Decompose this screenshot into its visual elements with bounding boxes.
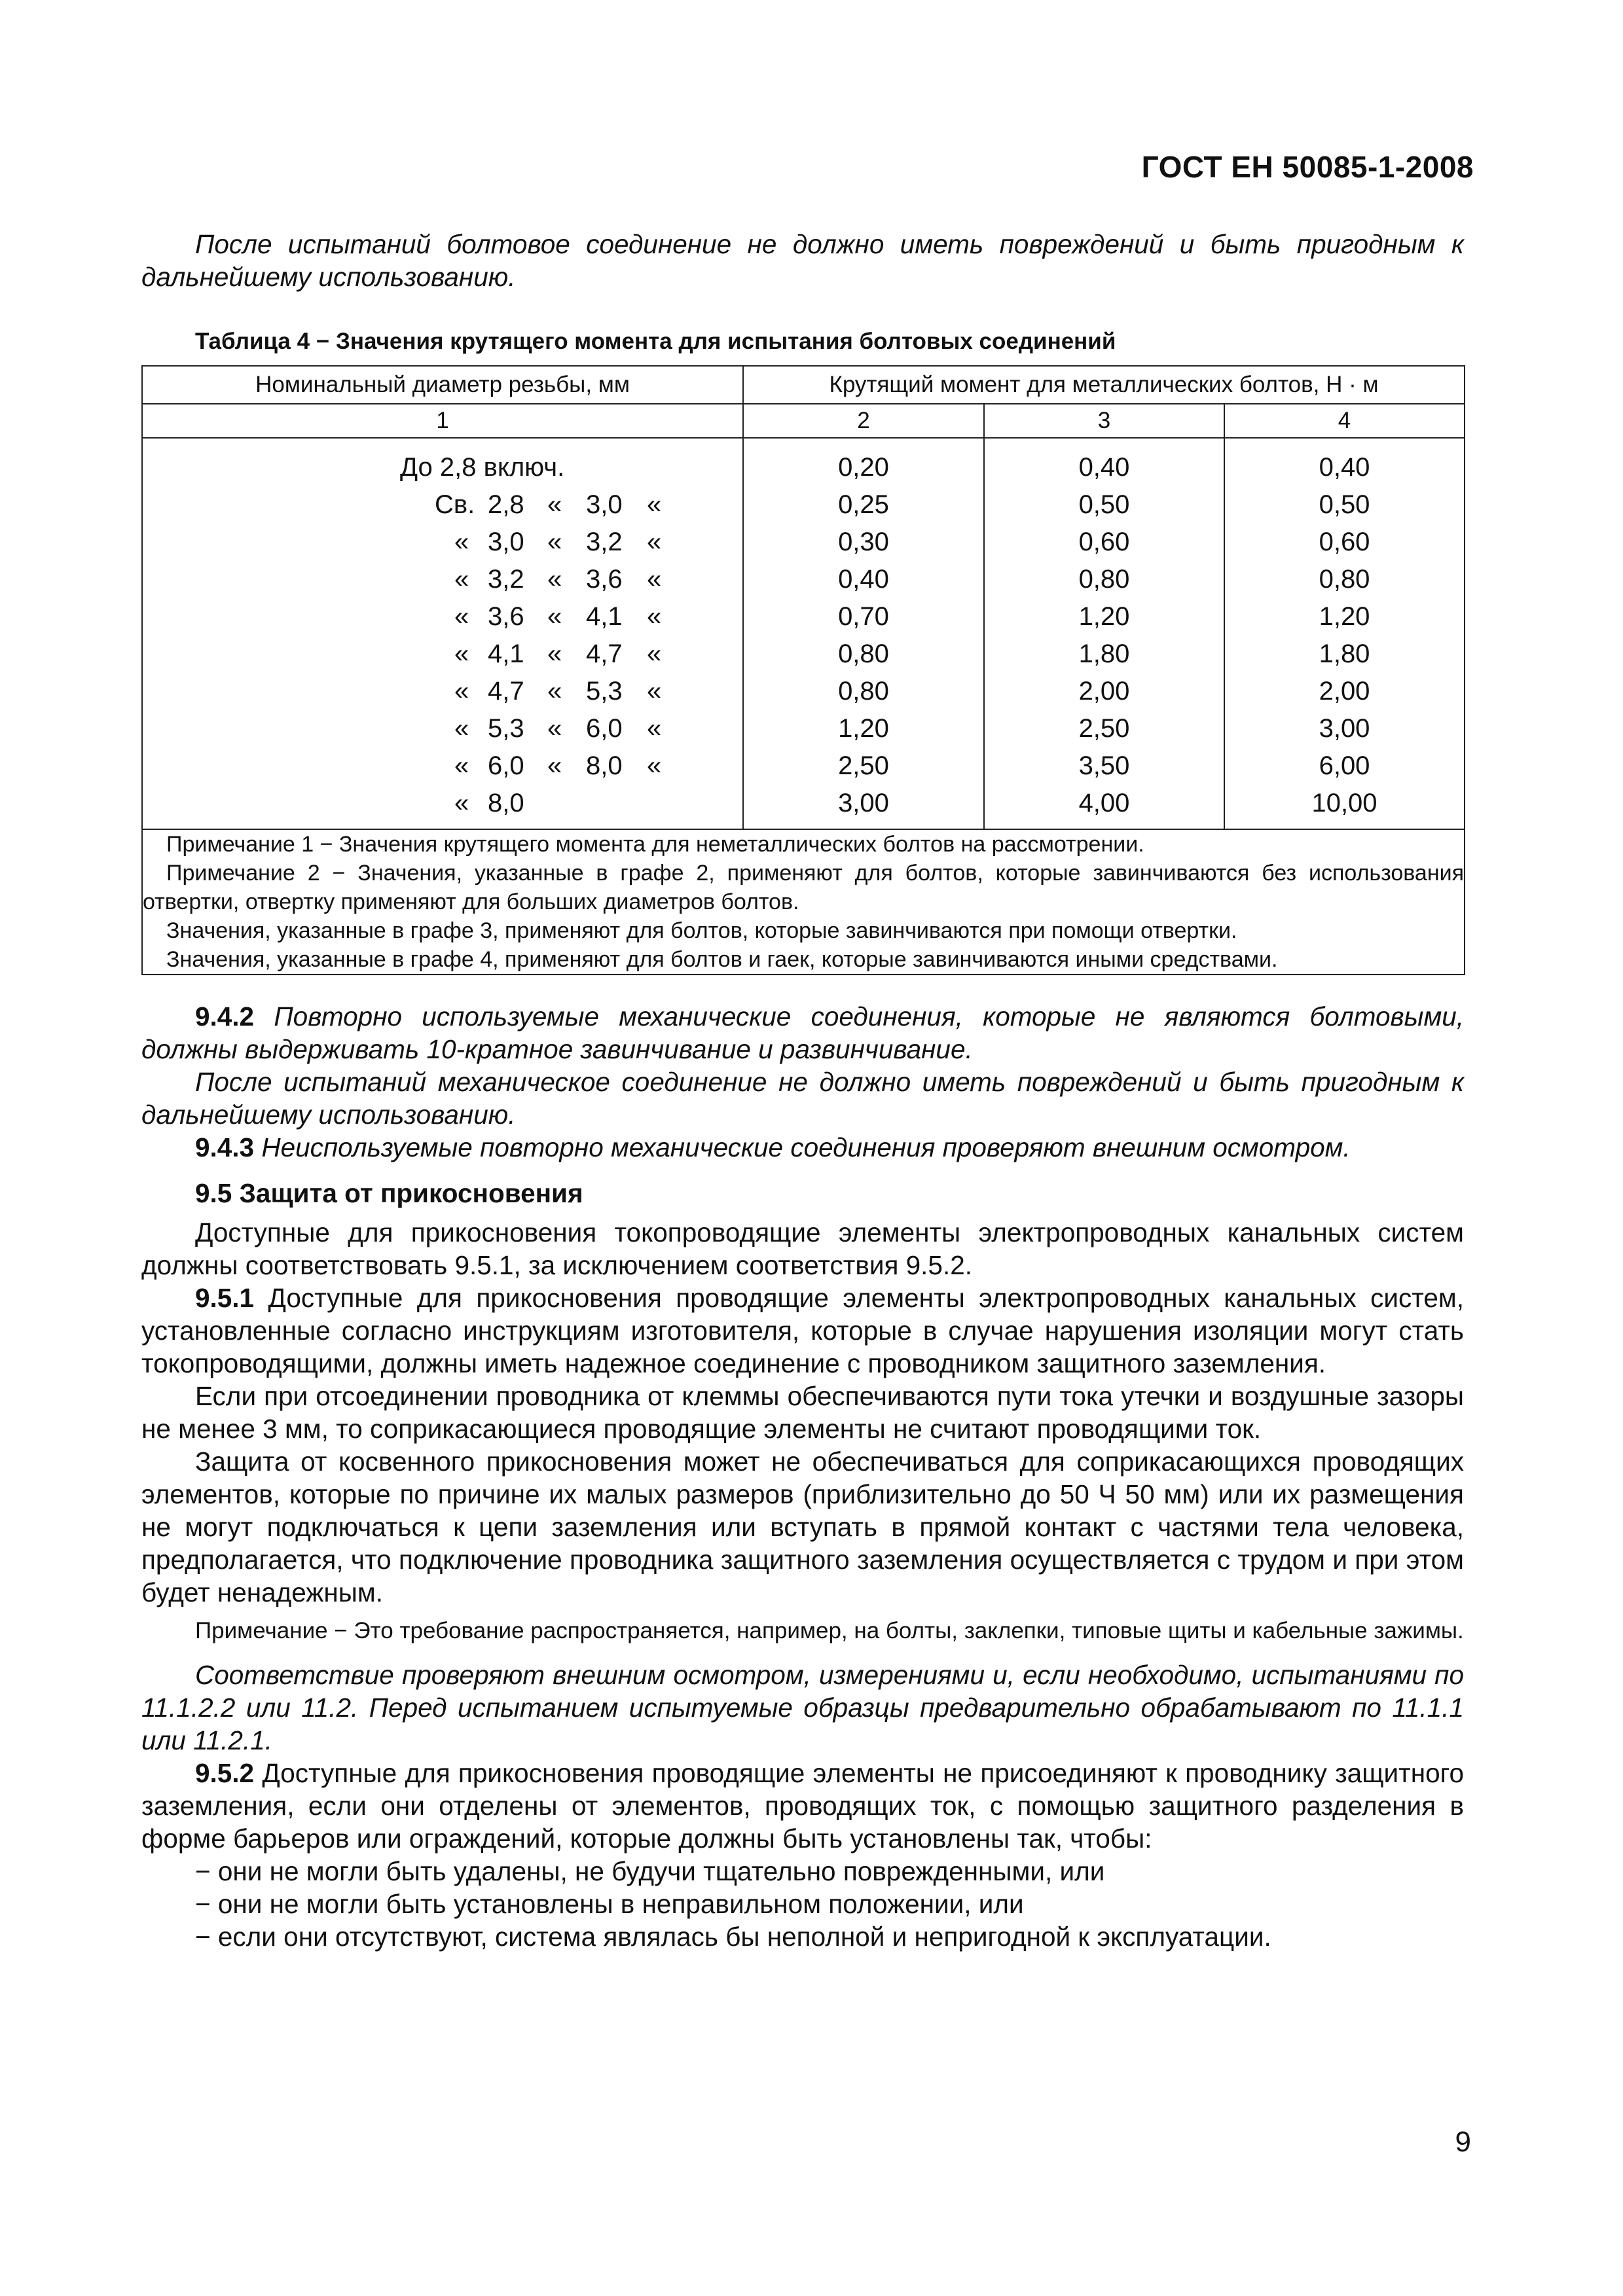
- range-q1: «: [454, 565, 469, 594]
- diameter-range: [143, 524, 742, 561]
- diameter-range: [143, 747, 742, 785]
- torque-value: 0,50: [1319, 490, 1370, 519]
- section-text: Доступные для прикосновения проводящие элементы электропроводных канальных систем, установленные согласно инструкциям изготовителя, которые в случае нарушения изоляции могут стать токопроводящими, должны иметь надежное соединение с проводником защитного заземления.: [141, 1283, 1464, 1378]
- torque-value: 0,25: [838, 490, 889, 519]
- section-9-4-2-after: После испытаний механическое соединение не должно иметь повреждений и быть пригодным к дальнейшему использованию.: [141, 1067, 1464, 1130]
- page-number: 9: [1455, 2126, 1471, 2158]
- diameter-range: [143, 636, 742, 673]
- range-q3: «: [647, 528, 662, 556]
- col-index-3: 3: [984, 404, 1224, 438]
- section-9-5-1-p3: Защита от косвенного прикосновения может не обеспечиваться для соприкасающихся проводящих элементов, которые по причине их малых размеров (приблизительно до 50 Ч 50 мм) или их размещения не могут подключаться к цепи заземления или вступать в прямой контакт с частями тела человека, предполагается, что подключение проводника защитного заземления осуществляется с трудом и при этом будет ненадежным.: [141, 1446, 1464, 1607]
- section-number: 9.4.2: [195, 1001, 255, 1031]
- torque-value: 1,20: [838, 714, 889, 743]
- diameter-range: [143, 486, 742, 524]
- table-caption: Таблица 4 − Значения крутящего момента для испытания болтовых соединений: [195, 329, 1116, 354]
- range-from: Св.: [435, 490, 475, 519]
- section-number: 9.5.1: [195, 1283, 255, 1313]
- torque-value: 3,00: [1319, 714, 1370, 743]
- range-v2: 5,3: [586, 677, 623, 706]
- diameter-range: [143, 785, 742, 822]
- torque-value: 1,80: [1319, 639, 1370, 668]
- diameter-range: [143, 449, 742, 486]
- torque-column-4: [1224, 438, 1465, 829]
- table-note-3: Значения, указанные в графе 3, применяют для болтов, которые завинчиваются при помощи отвертки.: [166, 918, 1237, 943]
- torque-column-2: [743, 438, 984, 829]
- range-q3: «: [647, 751, 662, 780]
- range-q2: «: [547, 714, 562, 743]
- torque-value: 0,20: [838, 453, 889, 482]
- range-q2: «: [547, 602, 562, 631]
- range-v1: 4,7: [488, 677, 524, 706]
- range-q2: «: [547, 565, 562, 594]
- range-v1: 8,0: [488, 789, 524, 817]
- torque-value: 10,00: [1311, 789, 1377, 817]
- section-text: Неиспользуемые повторно механические соединения проверяют внешним осмотром.: [254, 1132, 1351, 1162]
- torque-value: 2,50: [1078, 714, 1130, 743]
- section-text: Повторно используемые механические соединения, которые не являются болтовыми, должны выдерживать 10-кратное завинчивание и развинчивание.: [141, 1001, 1464, 1064]
- diameter-column: [142, 438, 743, 829]
- list-item: − они не могли быть установлены в неправильном положении, или: [195, 1889, 1024, 1919]
- range-q3: «: [647, 602, 662, 631]
- page-content: [141, 228, 1464, 1953]
- torque-value: 0,50: [1078, 490, 1130, 519]
- diameter-range: [143, 598, 742, 636]
- torque-value: 4,00: [1078, 789, 1130, 817]
- torque-value: 1,80: [1078, 639, 1130, 668]
- section-number: 9.5.2: [195, 1758, 255, 1788]
- torque-value: 0,80: [1078, 565, 1130, 594]
- torque-value: 1,20: [1078, 602, 1130, 631]
- torque-value: 3,00: [838, 789, 889, 817]
- torque-table: [141, 365, 1465, 975]
- range-v2: 8,0: [586, 751, 623, 780]
- range-v1: 6,0: [488, 751, 524, 780]
- range-v2: 6,0: [586, 714, 623, 743]
- range-q3: «: [647, 639, 662, 668]
- range-v1: 3,6: [488, 602, 524, 631]
- table-note-1: Примечание 1 − Значения крутящего момента для неметаллических болтов на рассмотрении.: [166, 832, 1144, 857]
- torque-value: 2,00: [1319, 677, 1370, 706]
- range-q1: «: [454, 789, 469, 817]
- torque-value: 0,40: [838, 565, 889, 594]
- range-q2: «: [547, 751, 562, 780]
- range-q2: «: [547, 639, 562, 668]
- col-index-1: 1: [142, 404, 743, 438]
- range-q3: «: [647, 677, 662, 706]
- section-9-5-1-note: Примечание − Это требование распространяется, например, на болты, заклепки, типовые щиты и кабельные зажимы.: [195, 1618, 1464, 1643]
- section-9-5-1-p2: Если при отсоединении проводника от клеммы обеспечиваются пути тока утечки и воздушные зазоры не менее 3 мм, то соприкасающиеся проводящие элементы не считают проводящими ток.: [141, 1381, 1464, 1444]
- range-q2: «: [547, 677, 562, 706]
- torque-value: 0,40: [1319, 453, 1370, 482]
- table-note-4: Значения, указанные в графе 4, применяют для болтов и гаек, которые завинчиваются иными средствами.: [166, 947, 1278, 972]
- range-q2: «: [547, 490, 562, 519]
- table-note-2: Примечание 2 − Значения, указанные в графе 2, применяют для болтов, которые завинчиваются без использования отвертки, отвертку применяют для больших диаметров болтов.: [143, 861, 1465, 914]
- section-9-4-2: [141, 1000, 1464, 1066]
- section-number: 9.4.3: [195, 1132, 255, 1162]
- col-index-2: 2: [743, 404, 984, 438]
- torque-value: 0,80: [838, 639, 889, 668]
- diameter-range: [143, 673, 742, 710]
- document-header: ГОСТ ЕН 50085-1-2008: [1141, 150, 1474, 184]
- table-index-row: [142, 404, 1465, 438]
- range-label: До 2,8 включ.: [400, 453, 565, 482]
- range-v2: 3,0: [586, 490, 623, 519]
- range-q1: «: [454, 602, 469, 631]
- col-index-4: 4: [1224, 404, 1465, 438]
- table-body-row: [142, 438, 1465, 829]
- range-q3: «: [647, 714, 662, 743]
- range-q1: «: [454, 714, 469, 743]
- range-v1: 3,0: [488, 528, 524, 556]
- intro-paragraph: После испытаний болтовое соединение не должно иметь повреждений и быть пригодным к дальнейшему использованию.: [141, 229, 1464, 292]
- range-v1: 2,8: [488, 490, 524, 519]
- torque-value: 0,60: [1319, 528, 1370, 556]
- torque-value: 0,80: [838, 677, 889, 706]
- range-q1: «: [454, 639, 469, 668]
- section-9-4-3: [141, 1131, 1464, 1164]
- torque-value: 0,60: [1078, 528, 1130, 556]
- torque-value: 1,20: [1319, 602, 1370, 631]
- range-v1: 5,3: [488, 714, 524, 743]
- torque-value: 0,80: [1319, 565, 1370, 594]
- torque-value: 0,30: [838, 528, 889, 556]
- list-item: − они не могли быть удалены, не будучи тщательно поврежденными, или: [195, 1856, 1105, 1886]
- table-notes-row: [142, 829, 1465, 975]
- torque-value: 2,50: [838, 751, 889, 780]
- range-q1: «: [454, 528, 469, 556]
- range-v2: 4,7: [586, 639, 623, 668]
- torque-value: 0,40: [1078, 453, 1130, 482]
- section-9-5-1-compliance: Соответствие проверяют внешним осмотром, измерениями и, если необходимо, испытаниями по 11.1.2.2 или 11.2. Перед испытанием испытуемые образцы предварительно обрабатывают по 11.1.1 или 11.2.1.: [141, 1660, 1464, 1755]
- torque-column-3: [984, 438, 1224, 829]
- range-v1: 3,2: [488, 565, 524, 594]
- range-v1: 4,1: [488, 639, 524, 668]
- range-q1: «: [454, 677, 469, 706]
- range-q3: «: [647, 565, 662, 594]
- table-notes: [142, 829, 1465, 975]
- range-v2: 3,2: [586, 528, 623, 556]
- diameter-range: [143, 710, 742, 747]
- table-header-row: [142, 366, 1465, 404]
- header-torque: Крутящий момент для металлических болтов, Н · м: [743, 366, 1465, 404]
- section-9-5-title: 9.5 Защита от прикосновения: [195, 1178, 583, 1208]
- diameter-range: [143, 561, 742, 598]
- section-9-5-intro: Доступные для прикосновения токопроводящие элементы электропроводных канальных систем должны соответствовать 9.5.1, за исключением соответствия 9.5.2.: [141, 1217, 1464, 1280]
- range-q2: «: [547, 528, 562, 556]
- torque-value: 6,00: [1319, 751, 1370, 780]
- torque-value: 2,00: [1078, 677, 1130, 706]
- section-9-5-2: [141, 1757, 1464, 1855]
- header-diameter: Номинальный диаметр резьбы, мм: [142, 366, 743, 404]
- list-item: − если они отсутствуют, система являлась бы неполной и непригодной к эксплуатации.: [195, 1922, 1271, 1952]
- section-9-5-1: [141, 1282, 1464, 1380]
- range-q3: «: [647, 490, 662, 519]
- torque-value: 0,70: [838, 602, 889, 631]
- section-text: Доступные для прикосновения проводящие элементы не присоединяют к проводнику защитного заземления, если они отделены от элементов, проводящих ток, с помощью защитного разделения в форме барьеров или ограждений, которые должны быть установлены так, чтобы:: [141, 1758, 1464, 1854]
- torque-value: 3,50: [1078, 751, 1130, 780]
- range-v2: 3,6: [586, 565, 623, 594]
- range-v2: 4,1: [586, 602, 623, 631]
- range-q1: «: [454, 751, 469, 780]
